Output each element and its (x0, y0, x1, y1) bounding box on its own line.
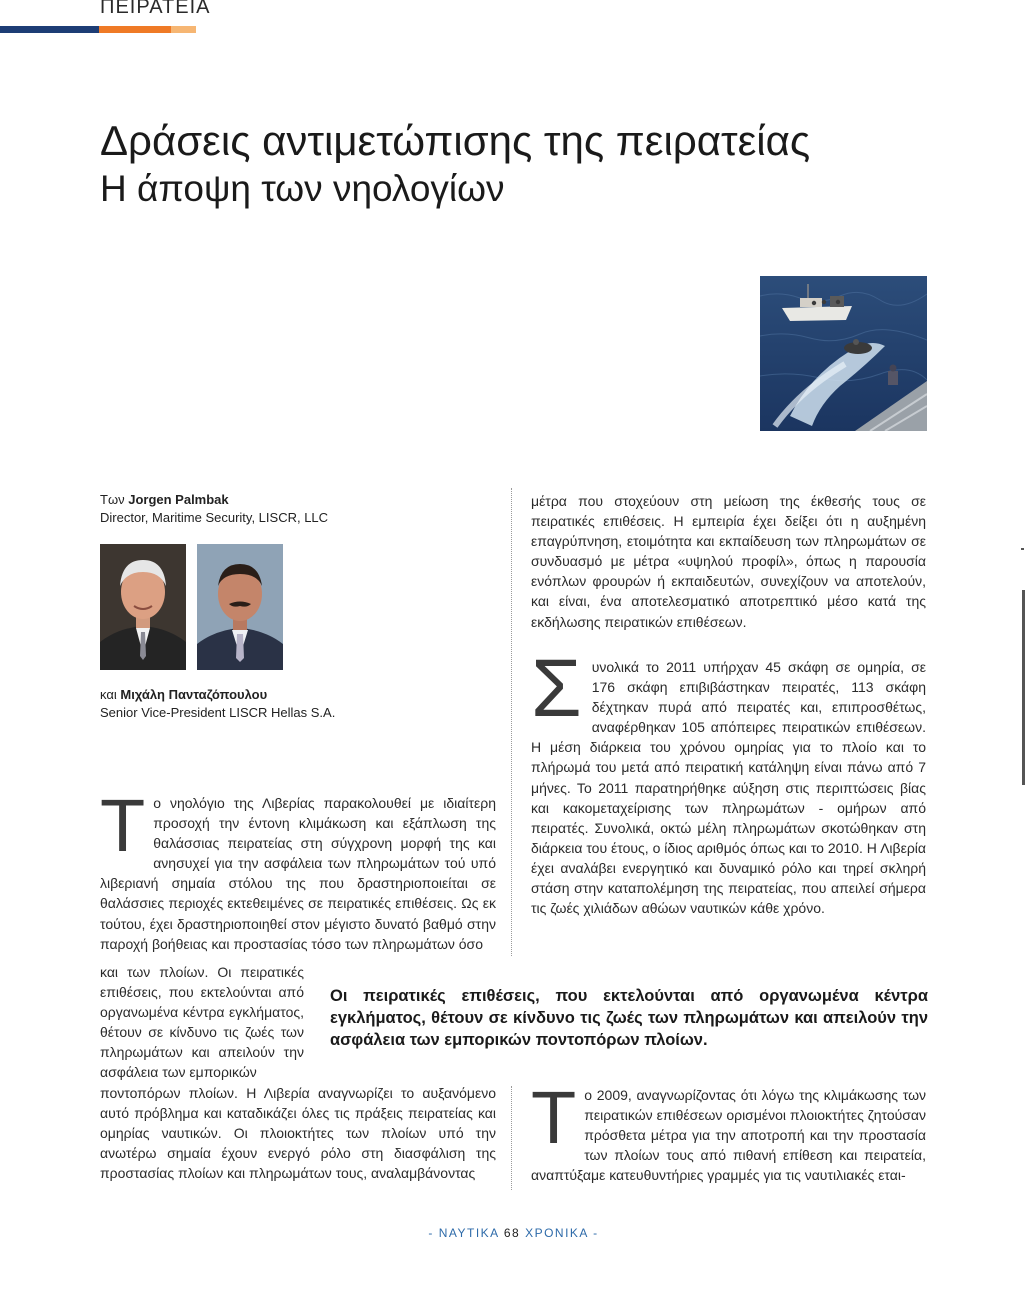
edge-mark-line (1022, 590, 1025, 785)
left-column-wrap-bottom: ποντοπόρων πλοίων. Η Λιβερία αναγνωρίζει το αυξανόμενο αυτό πρόβλημα και καταδικάζει όλες τις πράξεις πειρατείας και ομηρίας ναυτικών. Οι πλοιοκτήτες των πλοίων υπό την ανωτέρω σημαία έχουν ενεργό ρόλο στη διασφάλιση της προστασίας πλοίων και πληρωμάτων τους, αναλαμβάνοντας (100, 1085, 496, 1182)
left-column (100, 784, 496, 954)
right-para3-text: ο 2009, αναγνωρίζοντας ότι λόγω της κλιμάκωσης των πειρατικών επιθέσεων ορισμένοι πλοιοκτήτες ζητούσαν πρόσθετα μέτρα για την αποτροπή και την προστασία των πλοίων τους από πιθανή επίθεση και πειρατεία, αναπτύξαμε κατευθυντήριες γραμμές για τις ναυτιλιακές εται- (531, 1087, 926, 1184)
right-column-para1 (531, 491, 926, 632)
author1-portrait (100, 544, 186, 670)
pirate-skiff-photo (760, 276, 927, 431)
author2-role: Senior Vice-President LISCR Hellas S.A. (100, 705, 336, 720)
header-bar-orange (99, 26, 171, 33)
footer-left: - ΝΑΥΤΙΚΑ (428, 1226, 500, 1240)
header-bar-blue (0, 26, 99, 33)
page-footer (0, 1226, 1027, 1240)
author2-portrait (197, 544, 283, 670)
intro-text: ο νηολόγιο της Λιβερίας παρακολουθεί με ιδιαίτερη προσοχή την έντονη κλιμάκωση και εξάπλωση της θαλάσσιας πειρατείας στη σύγχρονη μορφή της και ανησυχεί για την ασφάλεια των πληρωμάτων τού υπό λιβεριανή σημαία στόλου της που δραστηριοποιείται σε θαλάσσιες περιοχές εκτεθειμένες σε πειρατικές επιθέσεις. Ως εκ τούτου, έχει δραστηριοποιηθεί στον μέγιστο δυνατό βαθμό στην παροχή βοήθειας και προστασίας τόσο των πληρωμάτων όσο (100, 795, 496, 952)
right-column-para3 (531, 1076, 926, 1185)
right-para3 (531, 1076, 926, 1185)
right-para2-text: υνολικά το 2011 υπήρχαν 45 σκάφη σε ομηρία, σε 176 σκάφη επιβιβάστηκαν πειρατές, 113 σκάφη δέχτηκαν πυρά από πειρατές και, επιπροσθέτως, αναφέρθηκαν 105 απόπειρες πειρατικών επιθέσεων. Η μέση διάρκεια του χρόνου ομηρίας για το πλοίο και το πλήρωμά του μετά από πειρατική κατάληψη είναι πάνω από 7 μήνες. Το 2011 παρατηρήθηκε αύξηση στις περιπτώσεις βίας και κακομεταχείρισης των πληρωμάτων - ομήρων από πειρατές. Συνολικά, οκτώ μέλη πληρωμάτων σκοτώθηκαν στη διάρκεια του έτους, ο ίδιος αριθμός όπως και το 2010. Η Λιβερία έχει αναλάβει ενεργητικό και δυναμικό ρόλο και τηρεί σκληρή στάση στην καταπολέμηση της πειρατείας, που απειλεί σήμερα τις ζωές χιλιάδων αθώων ναυτικών κάθε χρόνο. (531, 659, 926, 917)
edge-mark-dot (1021, 548, 1024, 550)
right-para2 (531, 643, 926, 918)
article-subtitle: Η άποψη των νηολογίων (100, 168, 505, 209)
author2-line (100, 686, 267, 704)
section-label: ΠΕΙΡΑΤΕΙΑ (100, 0, 211, 18)
and-prefix: και (100, 687, 117, 702)
intro-paragraph (100, 784, 496, 954)
footer-right: ΧΡΟΝΙΚΑ - (525, 1226, 599, 1240)
header-bar-light (171, 26, 196, 33)
left-column-wrap-side: και των πλοίων. Οι πειρατικές επιθέσεις, που εκτελούνται από οργανωμένα κέντρα εγκλήματος, θέτουν σε κίνδυνο τις ζωές των πληρωμάτων και απειλούν την ασφάλεια των εμπορικών (100, 964, 304, 1081)
article-title: Δράσεις αντιμετώπισης της πειρατείας (100, 117, 811, 164)
column-divider-top (511, 488, 512, 956)
pull-quote: Οι πειρατικές επιθέσεις, που εκτελούνται από οργανωμένα κέντρα εγκλήματος, θέτουν σε κίνδυνο τις ζωές των πληρωμάτων και απειλούν την ασφάλεια των εμπορικών ποντοπόρων πλοίων. (330, 987, 928, 1049)
right-para1-text: μέτρα που στοχεύουν στη μείωση της έκθεσής τους σε πειρατικές επιθέσεις. Η εμπειρία έχει δείξει ότι η αυξημένη επαγρύπνηση, ετοιμότητα και εκπαίδευση των πληρωμάτων σε συνδυασμό με μέτρα «υψηλού προφίλ», όπως η παρουσία ενόπλων φρουρών ή εκπαιδευτών, συνεχίζουν να αποτελούν, και είναι, ένα αποτελεσματικό αποτρεπτικό μέσο κατά της εκδήλωσης πειρατικών επιθέσεων. (531, 493, 926, 630)
by-prefix: Των (100, 492, 125, 507)
author2-name: Μιχάλη Πανταζόπουλου (120, 687, 268, 702)
dropcap-t2: Τ (531, 1076, 577, 1159)
author1-name: Jorgen Palmbak (128, 492, 229, 507)
right-column-para2 (531, 643, 926, 918)
page-number: 68 (503, 1226, 521, 1240)
dropcap-t: Τ (100, 784, 146, 867)
author1-line (100, 491, 229, 509)
dropcap-sigma: Σ (531, 643, 582, 734)
author1-role: Director, Maritime Security, LISCR, LLC (100, 510, 329, 525)
column-divider-bottom (511, 1086, 512, 1190)
